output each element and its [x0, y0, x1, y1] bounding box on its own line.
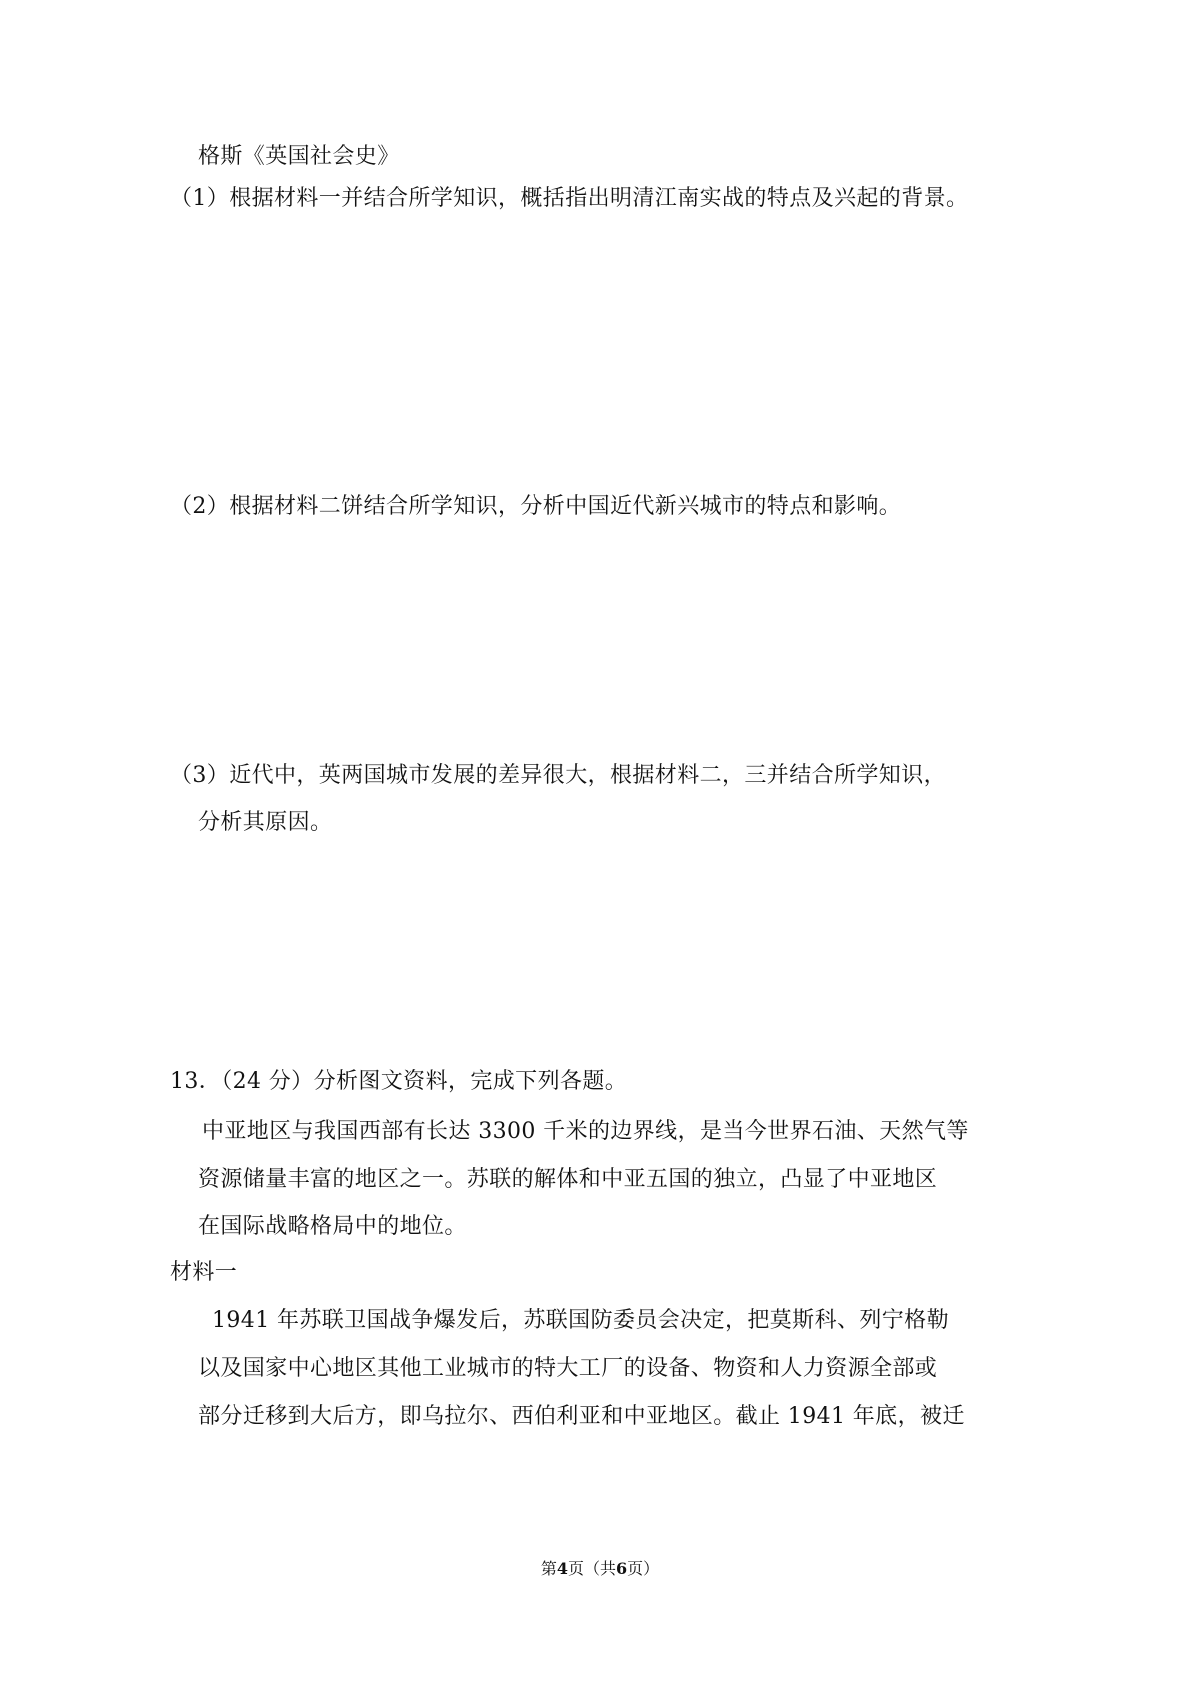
page-footer	[0, 1558, 1200, 1580]
footer-suffix: 页）	[627, 1559, 660, 1578]
intro-line-1: 中亚地区与我国西部有长达 3300 千米的边界线，是当今世界石油、天然气等	[202, 1119, 969, 1144]
question-3-line-1: （3）近代中，英两国城市发展的差异很大，根据材料二，三并结合所学知识，	[170, 763, 946, 788]
footer-middle: 页（共	[567, 1559, 616, 1578]
footer-prefix: 第	[540, 1559, 557, 1578]
material-label: 材料一	[170, 1260, 238, 1285]
question-3-line-2: 分析其原因。	[198, 810, 333, 835]
intro-line-2: 资源储量丰富的地区之一。苏联的解体和中亚五国的独立，凸显了中亚地区	[198, 1167, 938, 1192]
footer-page-number: 4	[556, 1559, 568, 1578]
intro-line-3: 在国际战略格局中的地位。	[198, 1214, 467, 1239]
material-line-2: 以及国家中心地区其他工业城市的特大工厂的设备、物资和人力资源全部或	[198, 1356, 938, 1381]
material-source: 格斯《英国社会史》	[198, 144, 400, 169]
footer-total-pages: 6	[616, 1559, 628, 1578]
material-line-1: 1941 年苏联卫国战争爆发后，苏联国防委员会决定，把莫斯科、列宁格勒	[212, 1308, 949, 1333]
question-2: （2）根据材料二饼结合所学知识，分析中国近代新兴城市的特点和影响。	[170, 494, 902, 519]
material-line-3: 部分迁移到大后方，即乌拉尔、西伯利亚和中亚地区。截止 1941 年底，被迁	[198, 1404, 965, 1429]
question-1: （1）根据材料一并结合所学知识，概括指出明清江南实战的特点及兴起的背景。	[170, 186, 969, 211]
question-13-header: 13．（24 分）分析图文资料，完成下列各题。	[170, 1069, 628, 1094]
